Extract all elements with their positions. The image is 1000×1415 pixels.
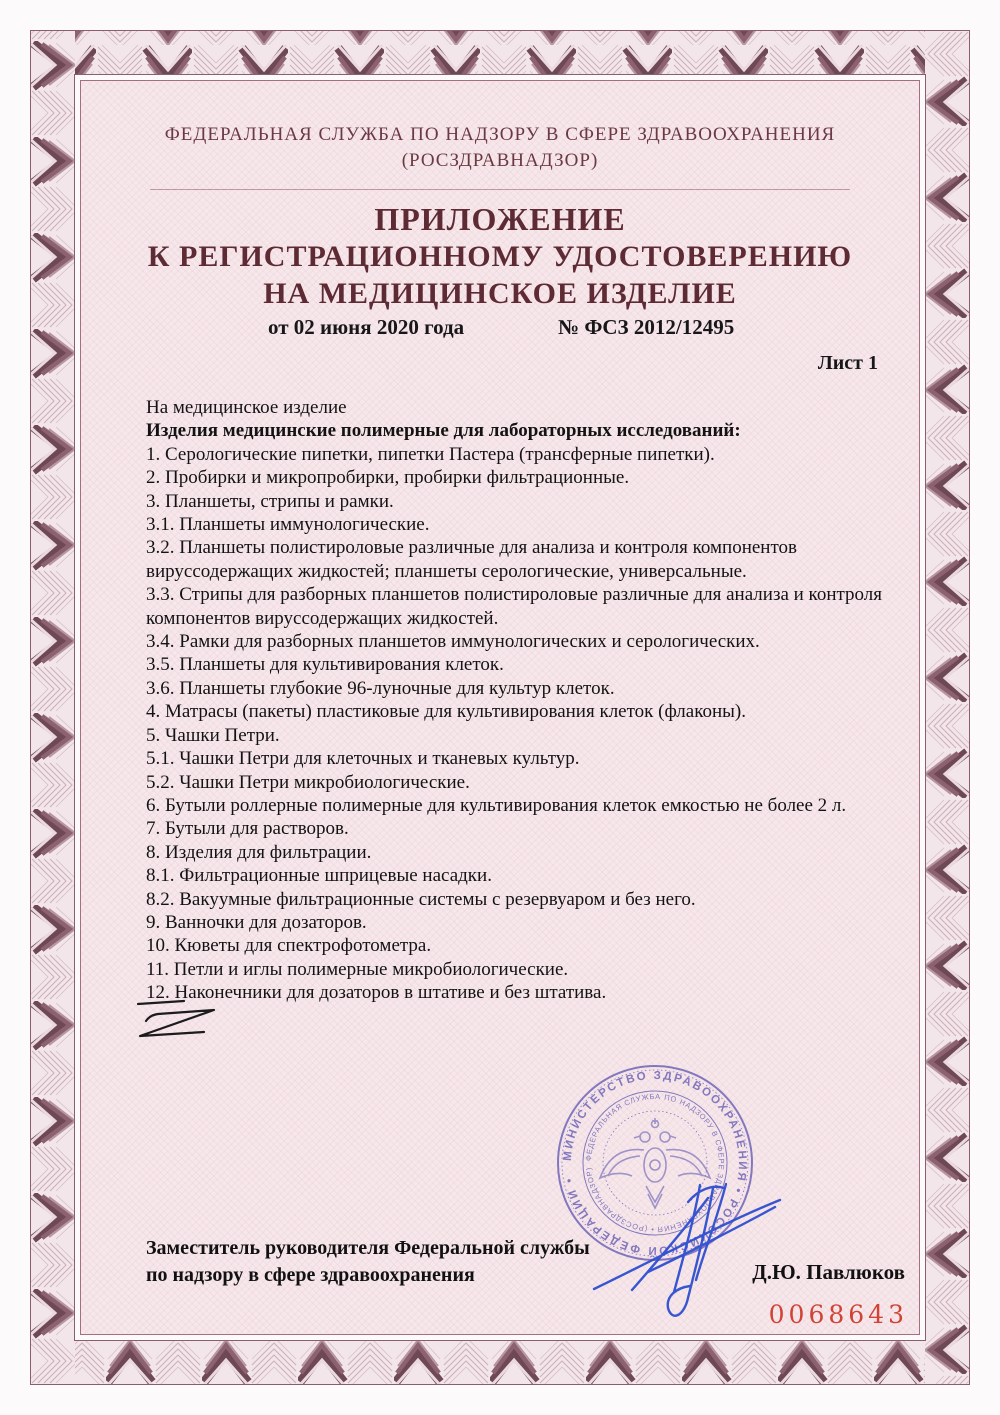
list-item: 3. Планшеты, стрипы и рамки.: [146, 490, 394, 512]
doc-title-line2: К РЕГИСТРАЦИОННОМУ УДОСТОВЕРЕНИЮ: [147, 240, 853, 273]
doc-title-line1: ПРИЛОЖЕНИЕ: [374, 201, 626, 237]
list-item: 3.6. Планшеты глубокие 96-луночные для культур клеток.: [146, 677, 615, 699]
list-item: 7. Бутыли для растворов.: [146, 818, 349, 840]
list-item: 5. Чашки Петри.: [146, 724, 280, 746]
intro-line: На медицинское изделие: [146, 397, 347, 418]
signatory-position-line1: Заместитель руководителя Федеральной службы: [146, 1237, 590, 1259]
list-item: 12. Наконечники для дозаторов в штативе и без штатива.: [146, 982, 607, 1004]
list-item: 4. Матрасы (пакеты) пластиковые для культивирования клеток (флаконы).: [146, 701, 747, 723]
stamp-ring-inner-text: ФЕДЕРАЛЬНАЯ СЛУЖБА ПО НАДЗОРУ В СФЕРЕ ЗДРАВООХРАНЕНИЯ • (РОСЗДРАВНАДЗОР): [583, 1091, 727, 1235]
list-item: 2. Пробирки и микропробирки, пробирки фильтрационные.: [146, 467, 630, 489]
product-list: [146, 443, 910, 1005]
list-item: 5.1. Чашки Петри для клеточных и тканевых культур.: [146, 748, 580, 770]
border-band-top: [30, 30, 970, 75]
border-band-left: [30, 30, 75, 1385]
list-item: 3.4. Рамки для разборных планшетов иммунологических и серологических.: [146, 631, 760, 653]
list-item: 8.1. Фильтрационные шприцевые насадки.: [146, 865, 492, 887]
stamp-ring-outer-text: МИНИСТЕРСТВО ЗДРАВООХРАНЕНИЯ • РОССИЙСКОЙ ФЕДЕРАЦИИ •: [561, 1069, 749, 1257]
list-item: 8.2. Вакуумные фильтрационные системы с резервуаром и без него.: [146, 888, 696, 910]
list-item: 8. Изделия для фильтрации.: [146, 841, 372, 863]
list-item: 6. Бутыли роллерные полимерные для культивирования клеток емкостью не более 2 л.: [146, 794, 847, 816]
agency-name-line1: ФЕДЕРАЛЬНАЯ СЛУЖБА ПО НАДЗОРУ В СФЕРЕ ЗДРАВООХРАНЕНИЯ: [164, 124, 836, 145]
border-band-bottom: [30, 1340, 970, 1385]
list-item: 11. Петли и иглы полимерные микробиологические.: [146, 958, 569, 980]
agency-name-line2: (РОСЗДРАВНАДЗОР): [401, 150, 599, 171]
signatory-name: Д.Ю. Павлюков: [752, 1260, 905, 1284]
list-item: 1. Серологические пипетки, пипетки Пастера (трансферные пипетки).: [146, 443, 715, 465]
list-item: 3.1. Планшеты иммунологические.: [146, 514, 430, 536]
doc-date: от 02 июня 2020 года: [268, 315, 465, 339]
border-band-right: [925, 30, 970, 1385]
list-item: 3.3. Стрипы для разборных планшетов полистироловые различные для анализа и контроля компонентов вируссодержащих жидкостей.: [146, 584, 882, 629]
list-item: 9. Ванночки для дозаторов.: [146, 911, 367, 933]
doc-title-line3: НА МЕДИЦИНСКОЕ ИЗДЕЛИЕ: [263, 277, 737, 310]
sheet-label: Лист 1: [817, 352, 878, 374]
body-text: [146, 396, 910, 1005]
list-item: 10. Кюветы для спектрофотометра.: [146, 935, 432, 957]
list-item: 5.2. Чашки Петри микробиологические.: [146, 771, 470, 793]
signatory-position-line2: по надзору в сфере здравоохранения: [146, 1264, 475, 1286]
product-heading: Изделия медицинские полимерные для лабораторных исследований:: [146, 420, 741, 442]
header-divider: [150, 189, 850, 190]
list-item: 3.5. Планшеты для культивирования клеток.: [146, 654, 504, 676]
list-item: 3.2. Планшеты полистироловые различные для анализа и контроля компонентов вируссодержащих жидкостей; планшеты серологические, универсальные.: [146, 537, 797, 582]
serial-number: 0068643: [768, 1300, 908, 1329]
doc-number: № ФСЗ 2012/12495: [558, 315, 735, 339]
